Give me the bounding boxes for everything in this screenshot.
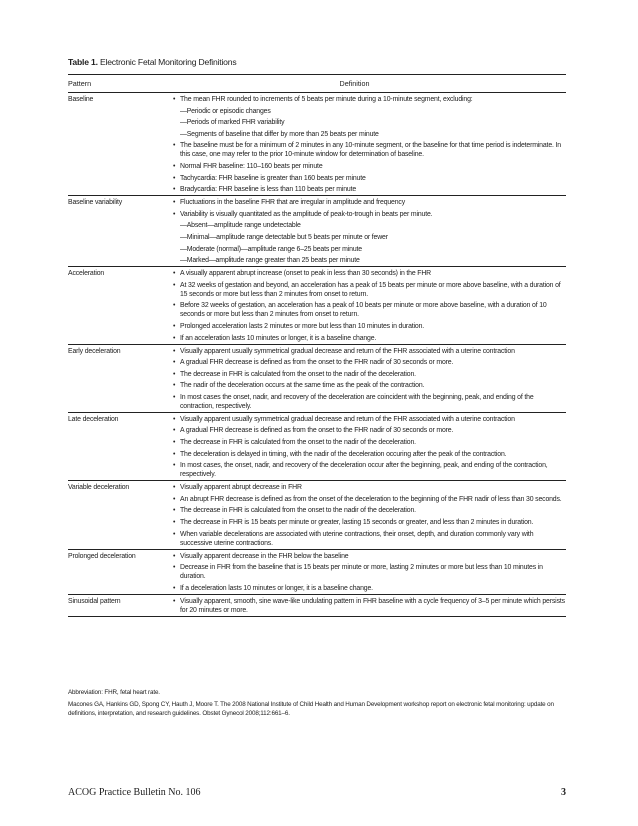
definition-subitem: —Segments of baseline that differ by more than 25 beats per minute	[180, 130, 379, 138]
definition-subitem: —Moderate (normal)—amplitude range 6–25 beats per minute	[180, 245, 362, 253]
header-definition: Definition	[339, 79, 370, 88]
definition-bullet: • The decrease in FHR is calculated from the onset to the nadir of the deceleration.	[173, 506, 566, 515]
definition-bullet: • When variable decelerations are associated with uterine contractions, their onset, depth, and duration commonly vary with successive uterine contractions.	[173, 530, 566, 548]
table-row	[68, 267, 566, 344]
definition-bullet: • Visually apparent, smooth, sine wave-like undulating pattern in FHR baseline with a cycle frequency of 3–5 per minute which persists for 20 minutes or more.	[173, 597, 566, 615]
pattern-cell: Sinusoidal pattern	[68, 597, 121, 605]
table-row	[68, 413, 566, 481]
pattern-cell: Baseline	[68, 96, 94, 103]
table-notes	[68, 688, 566, 721]
definitions-table	[68, 74, 566, 617]
pattern-cell: Early deceleration	[68, 347, 121, 355]
definition-bullet: • A visually apparent abrupt increase (onset to peak in less than 30 seconds) in the FHR	[173, 269, 566, 278]
definition-cell	[173, 597, 566, 615]
definition-subitem: —Periods of marked FHR variability	[180, 119, 285, 127]
pattern-cell: Variable deceleration	[68, 484, 130, 492]
pattern-cell: Baseline variability	[68, 199, 123, 207]
definition-bullet: • If a deceleration lasts 10 minutes or longer, it is a baseline change.	[173, 584, 566, 593]
definition-subitem: —Marked—amplitude range greater than 25 beats per minute	[180, 257, 360, 265]
pattern-cell: Late deceleration	[68, 415, 119, 423]
definition-cell	[173, 269, 566, 342]
definition-bullet: • An abrupt FHR decrease is defined as from the onset of the deceleration to the beginning of the FHR nadir of less than 30 seconds.	[173, 495, 566, 504]
definition-bullet: • Decrease in FHR from the baseline that is 15 beats per minute or more, lasting 2 minutes or more but less than 10 minutes in duration.	[173, 563, 566, 581]
definition-bullet: • A gradual FHR decrease is defined as from the onset to the FHR nadir of 30 seconds or more.	[173, 358, 566, 367]
definition-bullet: • The deceleration is delayed in timing, with the nadir of the deceleration occuring after the peak of the contraction.	[173, 450, 566, 459]
definition-bullet: • At 32 weeks of gestation and beyond, an acceleration has a peak of 15 beats per minute or more above baseline, with a duration of 15 seconds or more but less than 2 minutes from onset to return.	[173, 281, 566, 299]
definition-bullet: • The decrease in FHR is 15 beats per minute or greater, lasting 15 seconds or greater, and less than 2 minutes in duration.	[173, 518, 566, 527]
page-footer	[68, 787, 566, 798]
definition-bullet: • In most cases, the onset, nadir, and recovery of the deceleration occur after the beginning, peak, and ending of the contraction, respectively.	[173, 461, 566, 479]
header-pattern: Pattern	[68, 79, 92, 88]
table-header	[68, 75, 566, 93]
definition-bullet: • Tachycardia: FHR baseline is greater than 160 beats per minute	[173, 174, 566, 183]
definition-bullet: • A gradual FHR decrease is defined as from the onset to the FHR nadir of 30 seconds or more.	[173, 426, 566, 435]
definition-bullet: • In most cases the onset, nadir, and recovery of the deceleration are coincident with the beginning, peak, and ending of the contraction, respectively.	[173, 393, 566, 411]
definition-bullet: • Visually apparent usually symmetrical gradual decrease and return of the FHR associated with a uterine contraction	[173, 347, 566, 356]
definition-bullet: • Visually apparent abrupt decrease in FHR	[173, 483, 566, 492]
definition-cell	[173, 483, 566, 547]
definition-bullet: • The nadir of the deceleration occurs at the same time as the peak of the contraction.	[173, 381, 566, 390]
definition-bullet: • The mean FHR rounded to increments of 5 beats per minute during a 10-minute segment, excluding:	[173, 95, 566, 104]
definition-bullet: • Normal FHR baseline: 110–160 beats per minute	[173, 162, 566, 171]
definition-bullet: • Visually apparent decrease in the FHR below the baseline	[173, 552, 566, 561]
pattern-cell: Prolonged deceleration	[68, 552, 136, 560]
definition-bullet: • Before 32 weeks of gestation, an acceleration has a peak of 10 beats per minute or more above baseline, with a duration of 10 seconds or more but less than 2 minutes from onset to return.	[173, 301, 566, 319]
definition-bullet: • The decrease in FHR is calculated from the onset to the nadir of the deceleration.	[173, 370, 566, 379]
definition-subitem: —Periodic or episodic changes	[180, 107, 271, 115]
definition-bullet: • Variability is visually quantitated as the amplitude of peak-to-trough in beats per minute.	[173, 210, 566, 219]
definition-bullet: • Bradycardia: FHR baseline is less than 110 beats per minute	[173, 185, 566, 194]
abbreviation-note: Abbreviation: FHR, fetal heart rate.	[68, 689, 160, 696]
definition-cell	[173, 415, 566, 479]
table-row	[68, 550, 566, 595]
definition-bullet: • Prolonged acceleration lasts 2 minutes or more but less than 10 minutes in duration.	[173, 322, 566, 331]
definition-bullet: • Visually apparent usually symmetrical gradual decrease and return of the FHR associated with a uterine contraction	[173, 415, 566, 424]
definition-bullet: • The baseline must be for a minimum of 2 minutes in any 10-minute segment, or the baseline for that time period is indeterminate. In this case, one may refer to the prior 10-minute window for determination of baseline.	[173, 141, 566, 159]
table-row	[68, 481, 566, 549]
definition-bullet: • Fluctuations in the baseline FHR that are irregular in amplitude and frequency	[173, 198, 566, 207]
table-body	[68, 93, 566, 617]
definition-bullet: • If an acceleration lasts 10 minutes or longer, it is a baseline change.	[173, 334, 566, 343]
publication-name: ACOG Practice Bulletin No. 106	[68, 787, 201, 798]
definition-cell	[173, 198, 566, 265]
table-label: Table 1.	[68, 57, 98, 67]
table-row	[68, 595, 566, 617]
table-row	[68, 345, 566, 413]
table-row	[68, 196, 566, 267]
table-row	[68, 93, 566, 196]
pattern-cell: Acceleration	[68, 270, 105, 278]
definition-subitem: —Minimal—amplitude range detectable but 5 beats per minute or fewer	[180, 233, 388, 241]
definition-bullet: • The decrease in FHR is calculated from the onset to the nadir of the deceleration.	[173, 438, 566, 447]
definition-cell	[173, 347, 566, 411]
definition-subitem: —Absent—amplitude range undetectable	[180, 222, 301, 230]
table-title	[68, 57, 236, 67]
table-title-text: Electronic Fetal Monitoring Definitions	[99, 57, 237, 67]
definition-cell	[173, 552, 566, 593]
definition-cell	[173, 95, 566, 194]
reference-note: Macones GA, Hankins GD, Spong CY, Hauth J, Moore T. The 2008 National Institute of Child Health and Human Development workshop report on electronic fetal monitoring: update on definitions, interpretation, and research guidelines. Obstet Gynecol 2008;112:661–6.	[68, 701, 554, 717]
page-number: 3	[561, 787, 566, 798]
